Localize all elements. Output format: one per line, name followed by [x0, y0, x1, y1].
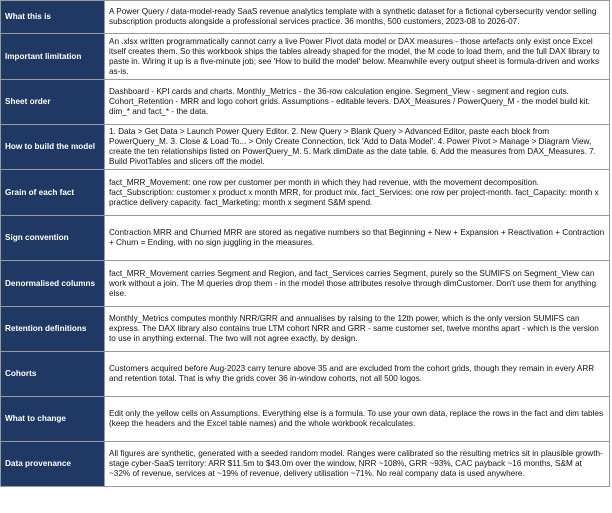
row-label[interactable]: Data provenance: [1, 442, 105, 487]
readme-row-how-to-build: [1, 125, 610, 170]
row-label[interactable]: Grain of each fact: [1, 170, 105, 216]
row-label[interactable]: What this is: [1, 1, 105, 34]
readme-row-data-provenance: [1, 442, 610, 487]
readme-row-important-limitation: [1, 34, 610, 80]
row-label[interactable]: What to change: [1, 397, 105, 442]
readme-row-sheet-order: [1, 80, 610, 125]
row-description[interactable]: All figures are synthetic, generated with a seeded random model. Ranges were calibrated so the resulting metrics sit in plausible growth-stage cyber-SaaS territory: ARR $11.5m to $43.0m over the window, NRR ~108%, GRR ~93%, CAC payback ~16 months, S&M at ~32% of revenue, services at ~19% of revenue, delivery utilisation ~71%. No real company data is used anywhere.: [105, 442, 610, 487]
row-description[interactable]: Contraction MRR and Churned MRR are stored as negative numbers so that Beginning + New + Expansion + Reactivation + Contraction + Churn = Ending, with no sign juggling in the measures.: [105, 216, 610, 261]
row-label[interactable]: Important limitation: [1, 34, 105, 80]
row-description[interactable]: Edit only the yellow cells on Assumptions. Everything else is a formula. To use your own data, replace the rows in the fact and dim tables (keep the headers and the Excel table names) and the whole workbook recalculates.: [105, 397, 610, 442]
readme-row-denormalised-columns: [1, 261, 610, 307]
readme-row-what-this-is: [1, 1, 610, 34]
row-description[interactable]: 1. Data > Get Data > Launch Power Query Editor. 2. New Query > Blank Query > Advanced Editor, paste each block from PowerQuery_M. 3. Close & Load To... > Only Create Connection, tick 'Add to Data Model'. 4. Power Pivot > Manage > Diagram View, create the ten relationships listed on PowerQuery_M. 5. Mark dimDate as the date table. 6. Add the measures from DAX_Measures. 7. Build PivotTables and slicers off the model.: [105, 125, 610, 170]
readme-row-retention-definitions: [1, 307, 610, 352]
readme-row-what-to-change: [1, 397, 610, 442]
row-description[interactable]: Dashboard - KPI cards and charts. Monthly_Metrics - the 36-row calculation engine. Segment_View - segment and region cuts. Cohort_Retention - MRR and logo cohort grids. Assumptions - editable levers. DAX_Measures / PowerQuery_M - the model build kit. dim_* and fact_* - the data.: [105, 80, 610, 125]
row-label[interactable]: Denormalised columns: [1, 261, 105, 307]
row-label[interactable]: Retention definitions: [1, 307, 105, 352]
row-description[interactable]: Monthly_Metrics computes monthly NRR/GRR and annualises by raising to the 12th power, which is the only version SUMIFS can express. The DAX library also contains true LTM cohort NRR and GRR - same customer set, twelve months apart - which is the version to use in anything external. The two will not agree exactly, by design.: [105, 307, 610, 352]
row-label[interactable]: Sign convention: [1, 216, 105, 261]
row-label[interactable]: How to build the model: [1, 125, 105, 170]
row-label[interactable]: Cohorts: [1, 352, 105, 397]
row-label[interactable]: Sheet order: [1, 80, 105, 125]
readme-row-cohorts: [1, 352, 610, 397]
readme-row-grain: [1, 170, 610, 216]
row-description[interactable]: fact_MRR_Movement: one row per customer per month in which they had revenue, with the movement decomposition. fact_Subscription: customer x product x month MRR, for product mix. fact_Services: one row per project-month. fact_Capacity: month x practice delivery capacity. fact_Marketing: month x segment S&M spend.: [105, 170, 610, 216]
readme-row-sign-convention: [1, 216, 610, 261]
row-description[interactable]: A Power Query / data-model-ready SaaS revenue analytics template with a synthetic dataset for a fictional cybersecurity vendor selling subscription products alongside a professional services practice. 36 months, 500 customers, 2023-08 to 2026-07.: [105, 1, 610, 34]
row-description[interactable]: fact_MRR_Movement carries Segment and Region, and fact_Services carries Segment, purely so the SUMIFS on Segment_View can work without a join. The M queries drop them - in the model those attributes resolve through dimCustomer. Don't use them for anything else.: [105, 261, 610, 307]
row-description[interactable]: Customers acquired before Aug-2023 carry tenure above 35 and are excluded from the cohort grids, though they remain in every ARR and retention total. That is why the grids cover 36 in-window cohorts, not all 500 logos.: [105, 352, 610, 397]
row-description[interactable]: An .xlsx written programmatically cannot carry a live Power Pivot data model or DAX measures - those artefacts only exist once Excel itself creates them. So this workbook ships the tables already shaped for the model, the M code to load them, and the full DAX library to paste in. Wiring it up is a five-minute job; see 'How to build the model' below. Meanwhile every output sheet is formula-driven and works as-is.: [105, 34, 610, 80]
